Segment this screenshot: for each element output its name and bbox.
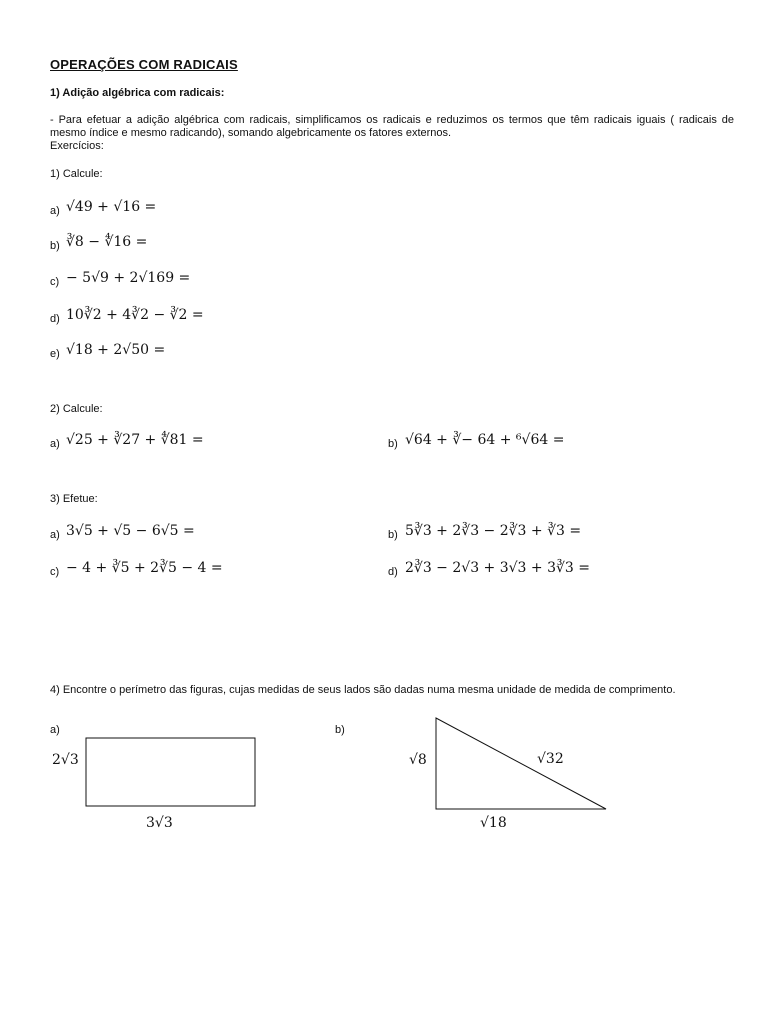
q3-a-label: a) (50, 529, 60, 541)
q1-prompt: 1) Calcule: (50, 168, 103, 180)
q1-d-label: d) (50, 313, 60, 325)
rect-width-label: 3√3 (146, 815, 173, 831)
q2-b-label: b) (388, 438, 398, 450)
q4-a-label: a) (50, 724, 60, 736)
q3-b-expr: 5∛3 + 2∛3 − 2∛3 + ∛3 = (405, 523, 582, 539)
q3-c-label: c) (50, 566, 60, 578)
q3-b-label: b) (388, 529, 398, 541)
exercises-label: Exercícios: (50, 140, 104, 152)
triangle-figure (436, 718, 606, 809)
q1-e-expr: √18 + 2√50 = (66, 342, 166, 358)
intro-text: - Para efetuar a adição algébrica com radicais, simplificamos os radicais e reduzimos os termos que têm radicais iguais ( radicais de mesmo índice e mesmo radicando), somando algebricamente os fatores externos. (50, 114, 734, 139)
q3-c-expr: − 4 + ∛5 + 2∛5 − 4 = (66, 560, 223, 576)
q1-b-label: b) (50, 240, 60, 252)
q3-d-expr: 2∛3 − 2√3 + 3√3 + 3∛3 = (405, 560, 591, 576)
rect-height-label: 2√3 (52, 752, 79, 768)
q1-a-label: a) (50, 205, 60, 217)
q4-b-label: b) (335, 724, 345, 736)
q1-e-label: e) (50, 348, 60, 360)
q2-prompt: 2) Calcule: (50, 403, 103, 415)
q2-b-expr: √64 + ∛− 64 + ⁶√64 = (405, 432, 565, 448)
q3-prompt: 3) Efetue: (50, 493, 98, 505)
q2-a-label: a) (50, 438, 60, 450)
triangle-hypotenuse-label: √32 (537, 751, 564, 767)
triangle-left-label: √8 (409, 752, 427, 768)
q3-a-expr: 3√5 + √5 − 6√5 = (66, 523, 195, 539)
q3-d-label: d) (388, 566, 398, 578)
q1-c-expr: − 5√9 + 2√169 = (66, 270, 191, 286)
q4-prompt: 4) Encontre o perímetro das figuras, cujas medidas de seus lados são dadas numa mesma unidade de medida de comprimento. (50, 684, 676, 696)
q1-b-expr: ∛8 − ∜16 = (66, 234, 148, 250)
q2-a-expr: √25 + ∛27 + ∜81 = (66, 432, 204, 448)
q1-c-label: c) (50, 276, 60, 288)
page-title: OPERAÇÕES COM RADICAIS (50, 57, 238, 72)
section-heading: 1) Adição algébrica com radicais: (50, 87, 225, 99)
triangle-base-label: √18 (480, 815, 507, 831)
q1-a-expr: √49 + √16 = (66, 199, 157, 215)
q1-d-expr: 10∛2 + 4∛2 − ∛2 = (66, 307, 204, 323)
rectangle-figure (86, 738, 255, 806)
